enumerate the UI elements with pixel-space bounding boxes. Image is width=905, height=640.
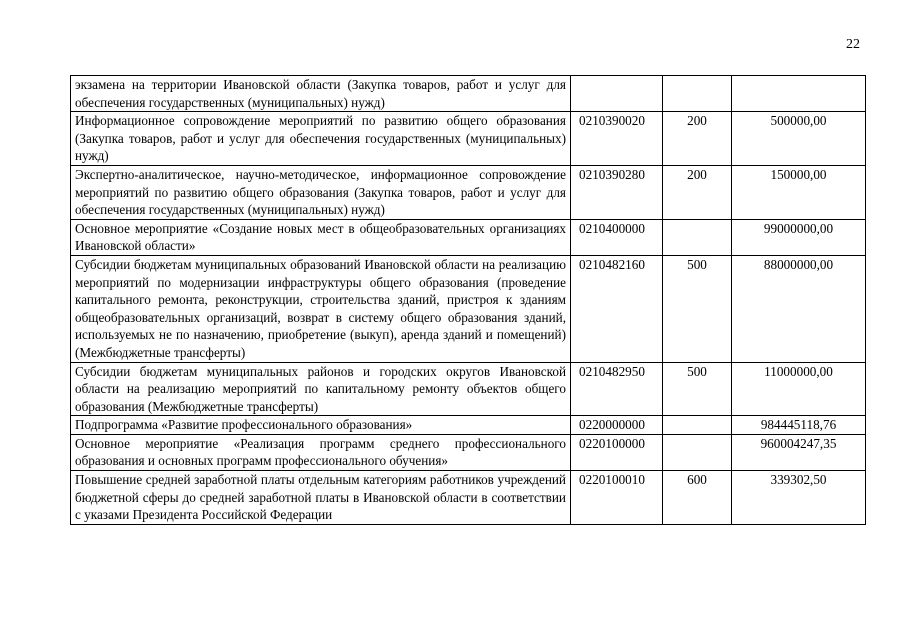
row-code: 0210400000 <box>571 219 663 255</box>
row-name: Основное мероприятие «Создание новых мест в общеобразовательных организациях Ивановской области» <box>71 219 571 255</box>
table-row <box>71 362 866 416</box>
table-row <box>71 416 866 435</box>
table-row <box>71 219 866 255</box>
row-code: 0210482160 <box>571 255 663 362</box>
row-name: Субсидии бюджетам муниципальных районов и городских округов Ивановской области на реализацию мероприятий по капитальному ремонту объектов общего образования (Межбюджетные трансферты) <box>71 362 571 416</box>
row-amount <box>732 76 866 112</box>
table-row <box>71 434 866 470</box>
row-expense-type: 200 <box>663 165 732 219</box>
row-expense-type <box>663 76 732 112</box>
row-amount: 339302,50 <box>732 471 866 525</box>
table-row <box>71 255 866 362</box>
row-amount: 99000000,00 <box>732 219 866 255</box>
row-amount: 11000000,00 <box>732 362 866 416</box>
row-amount: 960004247,35 <box>732 434 866 470</box>
table-row <box>71 76 866 112</box>
row-amount: 150000,00 <box>732 165 866 219</box>
row-name: Основное мероприятие «Реализация программ среднего профессионального образования и основных программ профессионального обучения» <box>71 434 571 470</box>
row-amount: 500000,00 <box>732 112 866 166</box>
row-amount: 88000000,00 <box>732 255 866 362</box>
table-row <box>71 112 866 166</box>
row-expense-type <box>663 434 732 470</box>
row-amount: 984445118,76 <box>732 416 866 435</box>
table-row <box>71 471 866 525</box>
row-name: экзамена на территории Ивановской области (Закупка товаров, работ и услуг для обеспечения государственных (муниципальных) нужд) <box>71 76 571 112</box>
row-code: 0220100010 <box>571 471 663 525</box>
row-name: Экспертно-аналитическое, научно-методическое, информационное сопровождение мероприятий по развитию общего образования (Закупка товаров, работ и услуг для обеспечения государственных (муниципальных) нужд) <box>71 165 571 219</box>
row-name: Субсидии бюджетам муниципальных образований Ивановской области на реализацию мероприятий по модернизации инфраструктуры общего образования (проведение капитального ремонта, реконструкции, строительства зданий, пристроя к зданиям общеобразовательных организаций, возврат в систему общего образования зданий, используемых не по назначению, приобретение (выкуп), аренда зданий и помещений) (Межбюджетные трансферты) <box>71 255 571 362</box>
row-code: 0220100000 <box>571 434 663 470</box>
row-expense-type <box>663 416 732 435</box>
row-code: 0220000000 <box>571 416 663 435</box>
row-code <box>571 76 663 112</box>
table-row <box>71 165 866 219</box>
row-name: Повышение средней заработной платы отдельным категориям работников учреждений бюджетной сферы до средней заработной платы в Ивановской области в соответствии с указами Президента Российской Федерации <box>71 471 571 525</box>
page-number: 22 <box>846 37 860 52</box>
row-name: Подпрограмма «Развитие профессионального образования» <box>71 416 571 435</box>
row-code: 0210390280 <box>571 165 663 219</box>
row-expense-type: 500 <box>663 362 732 416</box>
row-expense-type: 600 <box>663 471 732 525</box>
row-name: Информационное сопровождение мероприятий по развитию общего образования (Закупка товаров, работ и услуг для обеспечения государственных (муниципальных) нужд) <box>71 112 571 166</box>
row-code: 0210482950 <box>571 362 663 416</box>
row-code: 0210390020 <box>571 112 663 166</box>
row-expense-type: 200 <box>663 112 732 166</box>
budget-table <box>70 75 866 525</box>
row-expense-type <box>663 219 732 255</box>
row-expense-type: 500 <box>663 255 732 362</box>
